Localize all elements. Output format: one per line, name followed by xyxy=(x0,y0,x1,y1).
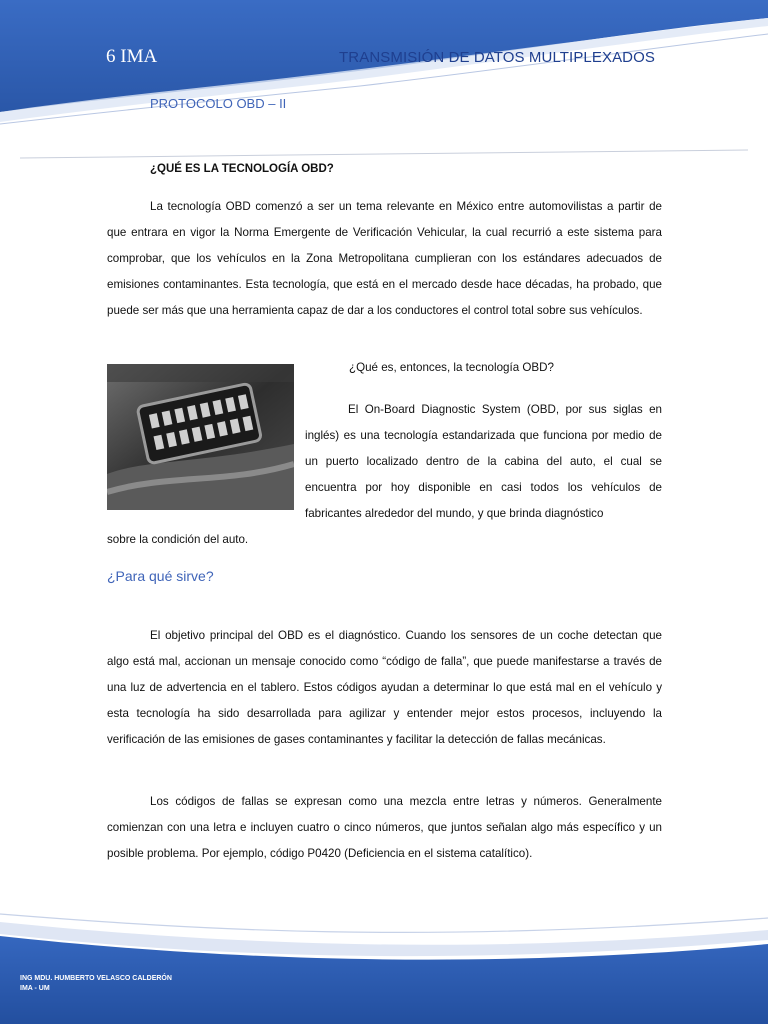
codes-paragraph-text: Los códigos de fallas se expresan como una mezcla entre letras y números. Generalmente comienzan con una letra e incluyen cuatro o cinco números, que juntos señalan algo más específico y un posible problema. Por ejemplo, código P0420 (Deficiencia en el sistema catalítico). xyxy=(107,795,662,860)
obd-definition-text: El On-Board Diagnostic System (OBD, por sus siglas en inglés) es una tecnología estandarizada que funciona por medio de un puerto localizado dentro de la cabina del auto, el cual se encuentra por hoy disponible en casi todos los vehículos de fabricantes alrededor del mundo, y que brinda diagnóstico xyxy=(305,403,662,520)
obd-port-photo xyxy=(107,364,294,510)
footer-author xyxy=(20,974,172,994)
protocol-title: PROTOCOLO OBD – II xyxy=(150,96,287,111)
obd-definition-paragraph xyxy=(305,397,662,527)
footer-institution: IMA - UM xyxy=(20,985,50,992)
intro-paragraph-text: La tecnología OBD comenzó a ser un tema relevante en México entre automovilistas a partir de que entrara en vigor la Norma Emergente de Verificación Vehicular, la cual recurrió a este sistema para comprobar, que los vehículos en la Zona Metropolitana cumplieran con los estándares adecuados de emisiones contaminantes. Esta tecnología, que está en el mercado desde hace décadas, ha probado, que puede ser más que una herramienta capaz de dar a los conductores el control total sobre sus vehículos. xyxy=(107,200,662,317)
codes-paragraph xyxy=(107,789,662,867)
section-subheading: ¿Para qué sirve? xyxy=(107,568,214,584)
footer-wave-line xyxy=(0,914,768,932)
question-subheading: ¿Qué es, entonces, la tecnología OBD? xyxy=(349,361,554,374)
purpose-paragraph xyxy=(107,623,662,753)
separator-line xyxy=(20,150,748,158)
section-heading: ¿QUÉ ES LA TECNOLOGÍA OBD? xyxy=(150,163,334,175)
footer-author-name: ING MDU. HUMBERTO VELASCO CALDERÓN xyxy=(20,975,172,982)
header-course: 6 IMA xyxy=(106,46,158,67)
obd-definition-paragraph-end: sobre la condición del auto. xyxy=(107,533,249,546)
purpose-paragraph-text: El objetivo principal del OBD es el diagnóstico. Cuando los sensores de un coche detectan que algo está mal, accionan un mensaje conocido como “código de falla”, que puede manifestarse a través de una luz de advertencia en el tablero. Estos códigos ayudan a determinar lo que está mal en el vehículo y esta tecnología ha sido desarrollada para agilizar y entender mejor estos procesos, incluyendo la verificación de las emisiones de gases contaminantes y facilitar la detección de fallas mecánicas. xyxy=(107,629,662,746)
header-title: TRANSMISIÓN DE DATOS MULTIPLEXADOS xyxy=(339,49,655,66)
intro-paragraph xyxy=(107,194,662,324)
